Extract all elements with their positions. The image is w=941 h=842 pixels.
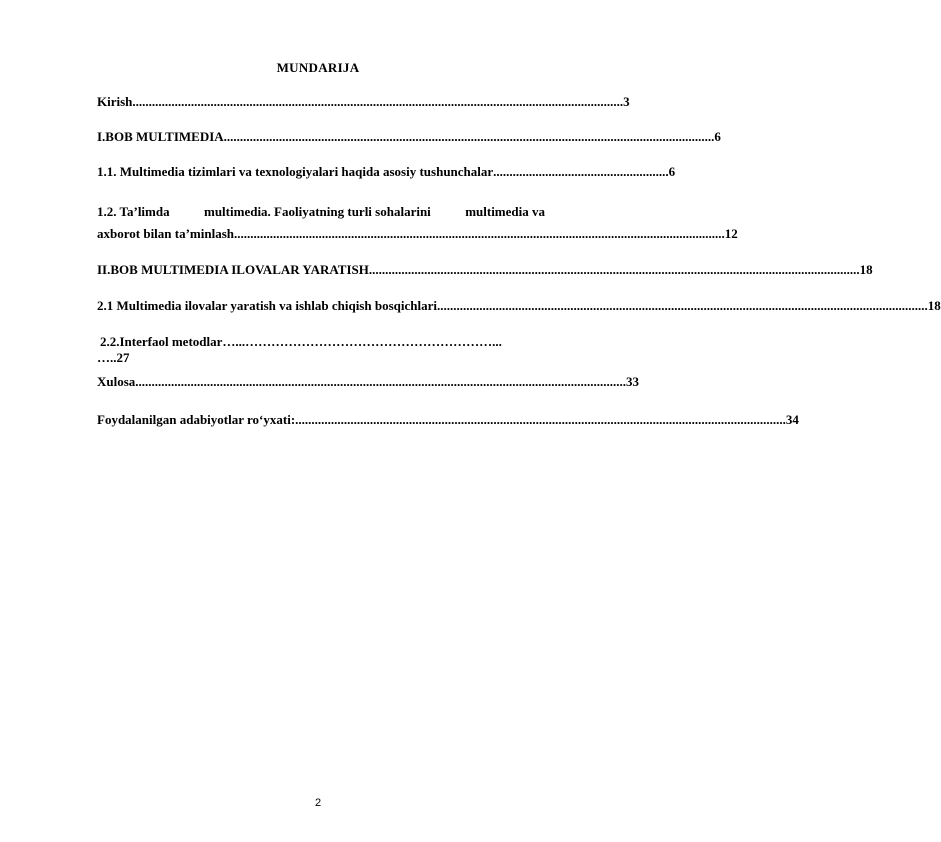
toc-leader-dots: ...................................................... xyxy=(493,164,669,179)
toc-entry-label: 1.2. Ta’limda xyxy=(97,204,170,219)
toc-leader-dots: ....................................................................................................................................................... xyxy=(135,374,627,389)
toc-leader-dots: ....................................................................................................................................................... xyxy=(223,129,715,144)
toc-entry-label: axborot bilan ta’minlash xyxy=(97,226,235,241)
toc-entry-1-2-line2[interactable] xyxy=(97,226,738,242)
toc-page-number: …..27 xyxy=(97,350,130,365)
toc-entry-1-2-line1[interactable] xyxy=(97,204,554,220)
toc-entry-kirish[interactable] xyxy=(97,94,630,110)
toc-entry-adabiyot[interactable] xyxy=(97,412,799,428)
toc-entry-label: 2.2.Interfaol metodlar…...…………………………………………………... xyxy=(100,334,502,349)
toc-page-number: 33 xyxy=(626,374,640,389)
toc-entry-xulosa[interactable] xyxy=(97,374,640,390)
toc-entry-2-2-line1[interactable] xyxy=(100,334,557,350)
toc-leader-dots: ....................................................................................................................................................... xyxy=(234,226,725,241)
toc-leader-dots: ....................................................................................................................................................... xyxy=(436,298,928,313)
toc-entry-label: II.BOB MULTIMEDIA ILOVALAR YARATISH xyxy=(97,262,369,277)
toc-page-number: 6 xyxy=(714,129,721,144)
toc-page-number: 12 xyxy=(724,226,738,241)
toc-entry-2-1[interactable] xyxy=(97,298,941,314)
toc-page-number: 18 xyxy=(927,298,941,313)
toc-entry-label: Xulosa xyxy=(97,374,136,389)
toc-entry-label: 2.1 Multimedia ilovalar yaratish va ishlab chiqish bosqichlari xyxy=(97,298,437,313)
toc-entry-label: Kirish xyxy=(97,94,133,109)
toc-page-number: 34 xyxy=(785,412,799,427)
toc-entry-bob1[interactable] xyxy=(97,129,721,145)
toc-page-number: 18 xyxy=(859,262,873,277)
toc-entry-label: Foydalanilgan adabiyotlar ro‘yxati: xyxy=(97,412,296,427)
page-title: MUNDARIJA xyxy=(276,60,360,75)
toc-leader-dots: ....................................................................................................................................................... xyxy=(295,412,786,427)
toc-page-number: 3 xyxy=(623,94,630,109)
footer-page-number: 2 xyxy=(314,797,322,809)
toc-entry-1-1[interactable] xyxy=(97,164,676,180)
toc-entry-label: 1.1. Multimedia tizimlari va texnologiyalari haqida asosiy tushunchalar xyxy=(97,164,494,179)
toc-entry-label: I.BOB MULTIMEDIA xyxy=(97,129,224,144)
toc-entry-2-2-line2[interactable] xyxy=(97,350,554,366)
toc-entry-label: multimedia va xyxy=(465,204,545,219)
toc-page-number: 6 xyxy=(668,164,676,179)
toc-leader-dots: ....................................................................................................................................................... xyxy=(132,94,624,109)
toc-leader-dots: ....................................................................................................................................................... xyxy=(368,262,860,277)
toc-entry-label: multimedia. Faoliyatning turli sohalarini xyxy=(204,204,431,219)
toc-entry-bob2[interactable] xyxy=(97,262,873,278)
